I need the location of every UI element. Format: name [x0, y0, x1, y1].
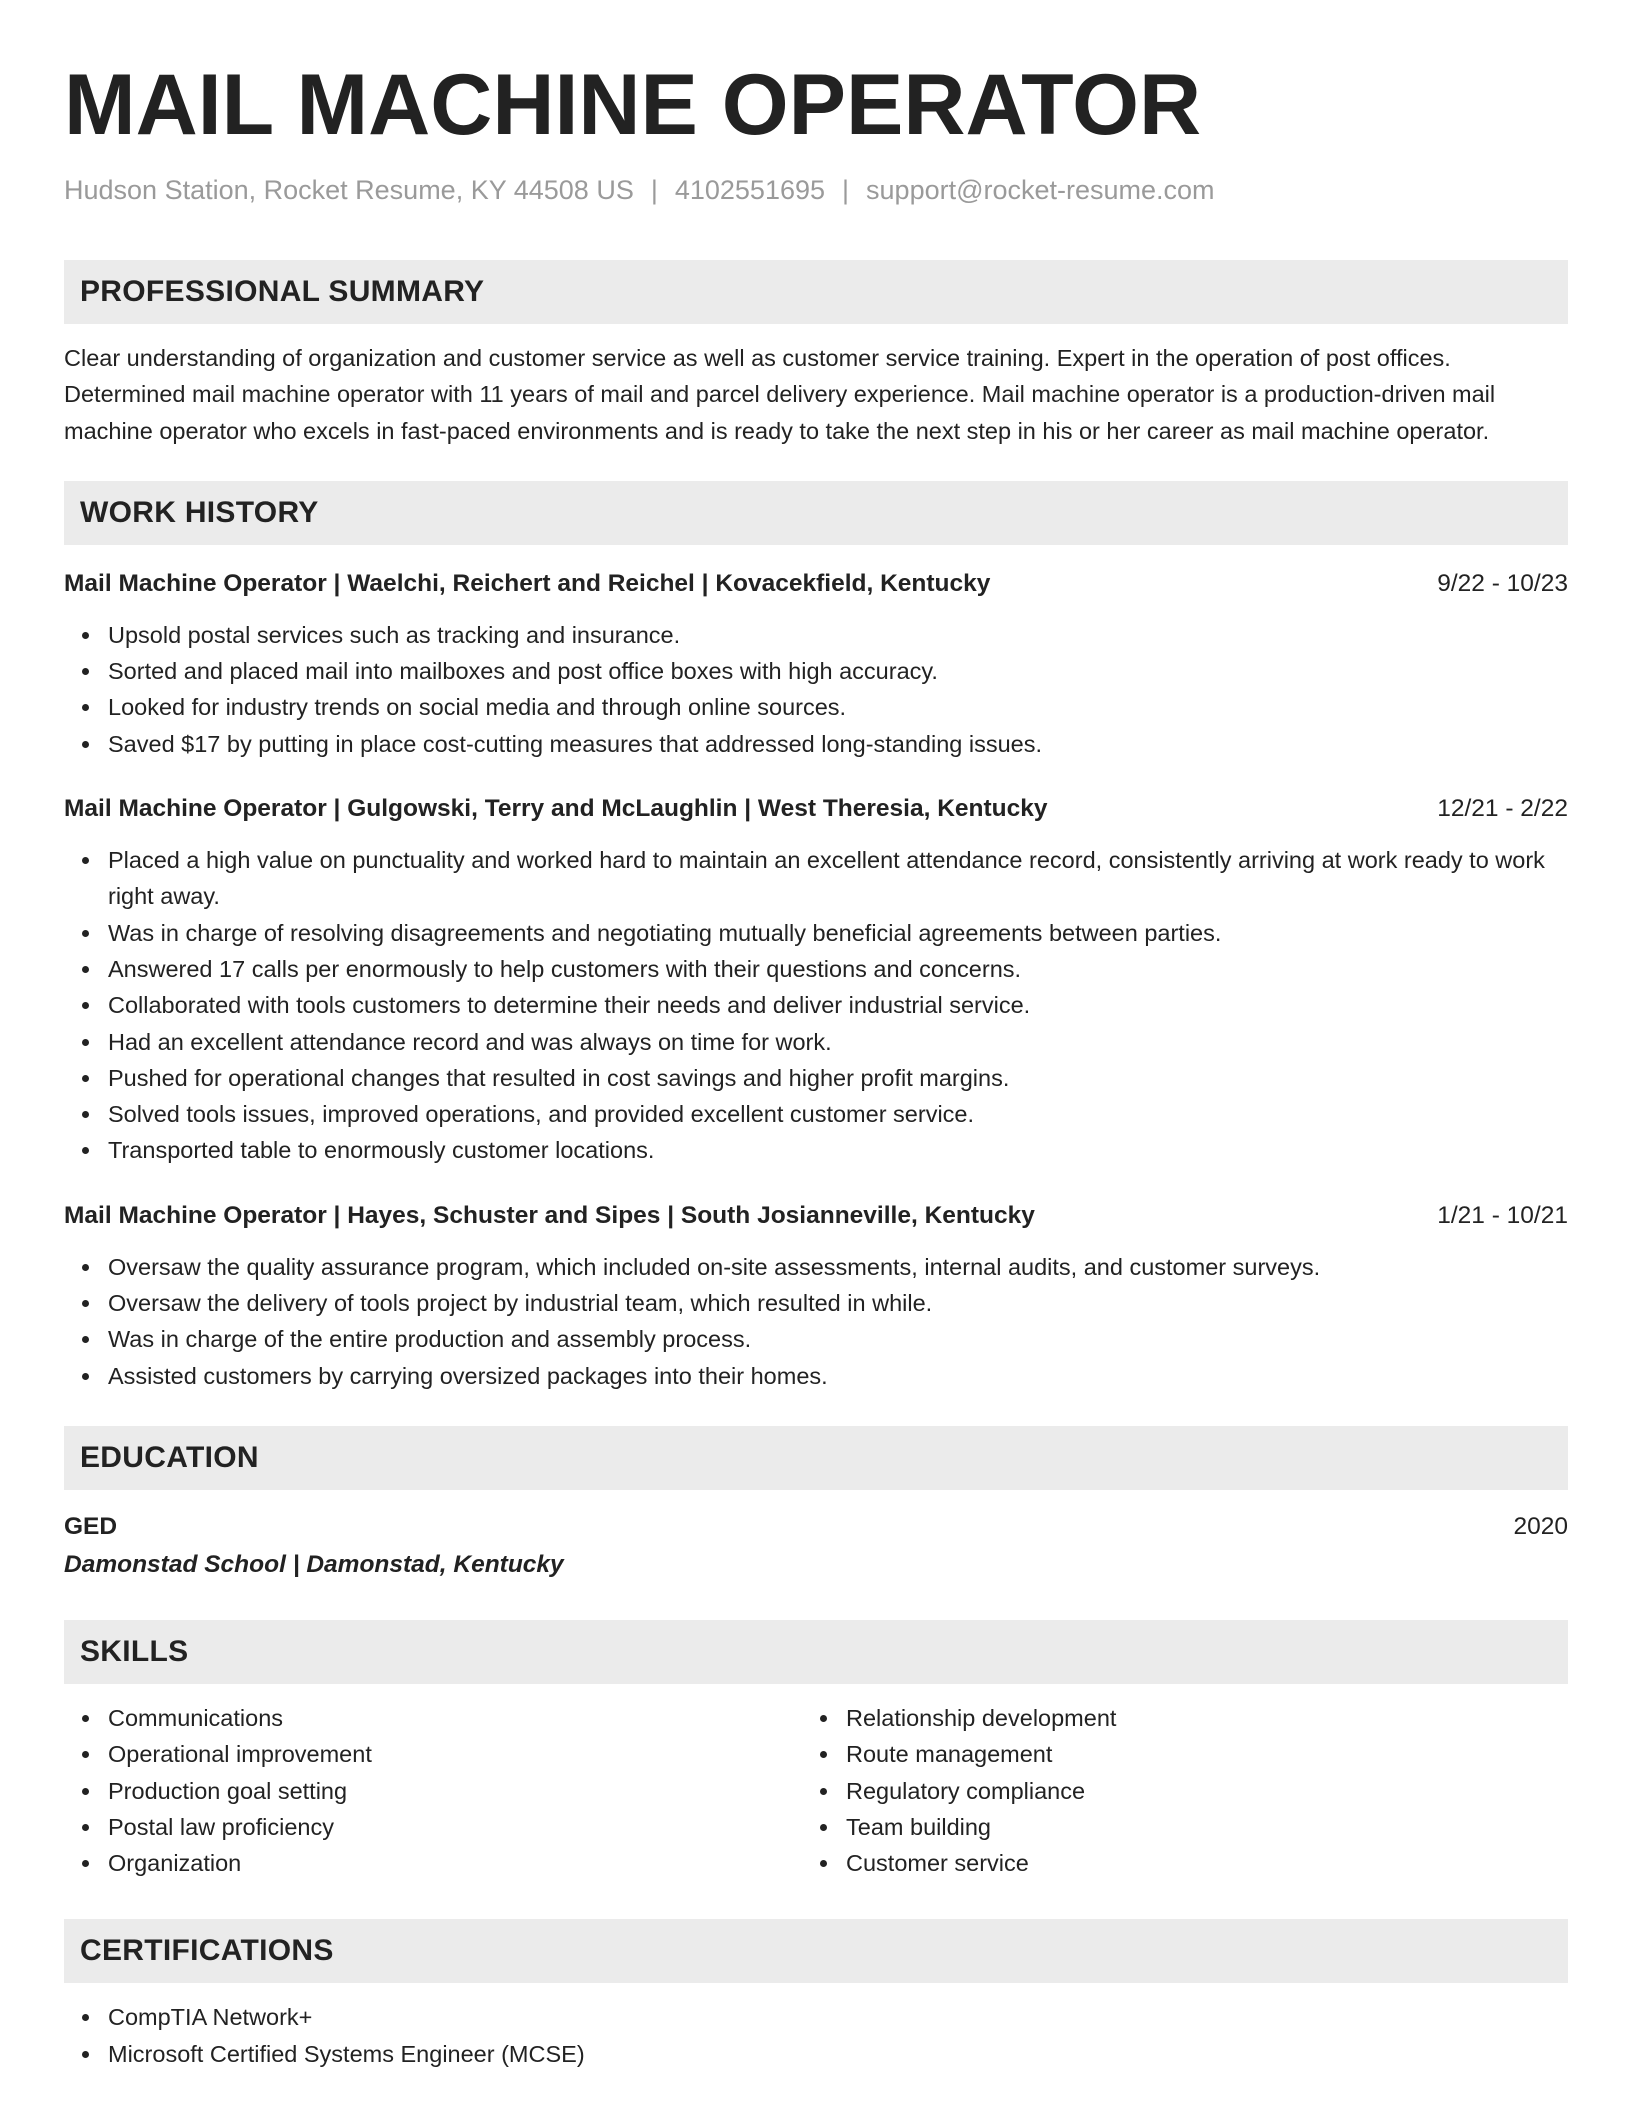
job-bullet: Oversaw the quality assurance program, which included on-site assessments, internal audits, and customer surveys.: [108, 1249, 1568, 1285]
job-bullet: Collaborated with tools customers to determine their needs and deliver industrial service.: [108, 987, 1568, 1023]
contact-email: support@rocket-resume.com: [866, 175, 1215, 205]
job-bullet: Had an excellent attendance record and was always on time for work.: [108, 1024, 1568, 1060]
job-title: Mail Machine Operator | Hayes, Schuster and Sipes | South Josianneville, Kentucky: [64, 1201, 1035, 1229]
contact-address: Hudson Station, Rocket Resume, KY 44508 US: [64, 175, 634, 205]
skill-item: Team building: [846, 1809, 1540, 1845]
contact-line: [64, 172, 1568, 208]
contact-phone: 4102551695: [674, 175, 826, 205]
job-bullet: Was in charge of resolving disagreements and negotiating mutually beneficial agreements between parties.: [108, 915, 1568, 951]
section-header-summary: PROFESSIONAL SUMMARY: [64, 260, 1568, 324]
job-dates: 9/22 - 10/23: [1437, 569, 1568, 597]
education-degree: GED: [64, 1512, 118, 1540]
job-title-row: [64, 567, 1568, 601]
job-bullet: Oversaw the delivery of tools project by industrial team, which resulted in while.: [108, 1285, 1568, 1321]
job-bullet: Was in charge of the entire production and assembly process.: [108, 1321, 1568, 1357]
job-entry: [64, 567, 1568, 762]
job-bullets: [64, 1249, 1568, 1394]
job-bullet: Saved $17 by putting in place cost-cutting measures that addressed long-standing issues.: [108, 726, 1568, 762]
skill-item: Route management: [846, 1736, 1540, 1772]
certification-item: Microsoft Certified Systems Engineer (MCSE): [108, 2036, 1568, 2072]
certifications-list: [64, 1999, 1568, 2072]
skill-item: Customer service: [846, 1845, 1540, 1881]
skill-item: Relationship development: [846, 1700, 1540, 1736]
skill-item: Postal law proficiency: [108, 1809, 802, 1845]
job-bullets: [64, 617, 1568, 762]
skills-list: [64, 1700, 802, 1881]
skill-item: Operational improvement: [108, 1736, 802, 1772]
job-title-row: [64, 1199, 1568, 1233]
section-header-skills: SKILLS: [64, 1620, 1568, 1684]
job-bullet: Looked for industry trends on social media and through online sources.: [108, 689, 1568, 725]
job-bullet: Pushed for operational changes that resulted in cost savings and higher profit margins.: [108, 1060, 1568, 1096]
job-bullets: [64, 842, 1568, 1169]
education-row: [64, 1510, 1568, 1544]
job-bullet: Placed a high value on punctuality and worked hard to maintain an excellent attendance record, consistently arriving at work ready to work right away.: [108, 842, 1568, 915]
job-entry: [64, 792, 1568, 1169]
candidate-name: MAIL MACHINE OPERATOR: [64, 57, 1202, 153]
skills-column-left: [64, 1700, 802, 1881]
section-header-certifications: CERTIFICATIONS: [64, 1919, 1568, 1983]
skill-item: Regulatory compliance: [846, 1773, 1540, 1809]
section-header-work-history: WORK HISTORY: [64, 481, 1568, 545]
skills-list: [802, 1700, 1540, 1881]
job-title: Mail Machine Operator | Waelchi, Reichert and Reichel | Kovacekfield, Kentucky: [64, 569, 991, 597]
job-entry: [64, 1199, 1568, 1394]
job-bullet: Transported table to enormously customer locations.: [108, 1132, 1568, 1168]
education-school: Damonstad School | Damonstad, Kentucky: [64, 1550, 564, 1578]
job-dates: 12/21 - 2/22: [1437, 795, 1568, 823]
job-title-row: [64, 792, 1568, 826]
contact-separator: |: [842, 175, 850, 205]
job-bullet: Solved tools issues, improved operations, and provided excellent customer service.: [108, 1096, 1568, 1132]
skills-column-right: [802, 1700, 1540, 1881]
job-dates: 1/21 - 10/21: [1437, 1201, 1568, 1229]
certification-item: CompTIA Network+: [108, 1999, 1568, 2035]
job-bullet: Answered 17 calls per enormously to help customers with their questions and concerns.: [108, 951, 1568, 987]
contact-separator: |: [650, 175, 658, 205]
summary-text: Clear understanding of organization and customer service as well as customer service training. Expert in the operation of post offices. Determined mail machine operator with 11 years of mail and parcel delivery experience. Mail machine operator is a production-driven mail machine operator who excels in fast-paced environments and is ready to take the next step in his or her career as mail machine operator.: [64, 345, 1496, 444]
skills-grid: [64, 1700, 1568, 1881]
job-bullet: Assisted customers by carrying oversized packages into their homes.: [108, 1358, 1568, 1394]
skill-item: Organization: [108, 1845, 802, 1881]
job-title: Mail Machine Operator | Gulgowski, Terry and McLaughlin | West Theresia, Kentucky: [64, 795, 1048, 823]
skill-item: Production goal setting: [108, 1773, 802, 1809]
education-year: 2020: [1513, 1512, 1568, 1540]
job-bullet: Upsold postal services such as tracking and insurance.: [108, 617, 1568, 653]
section-header-education: EDUCATION: [64, 1426, 1568, 1490]
job-bullet: Sorted and placed mail into mailboxes and post office boxes with high accuracy.: [108, 653, 1568, 689]
skill-item: Communications: [108, 1700, 802, 1736]
